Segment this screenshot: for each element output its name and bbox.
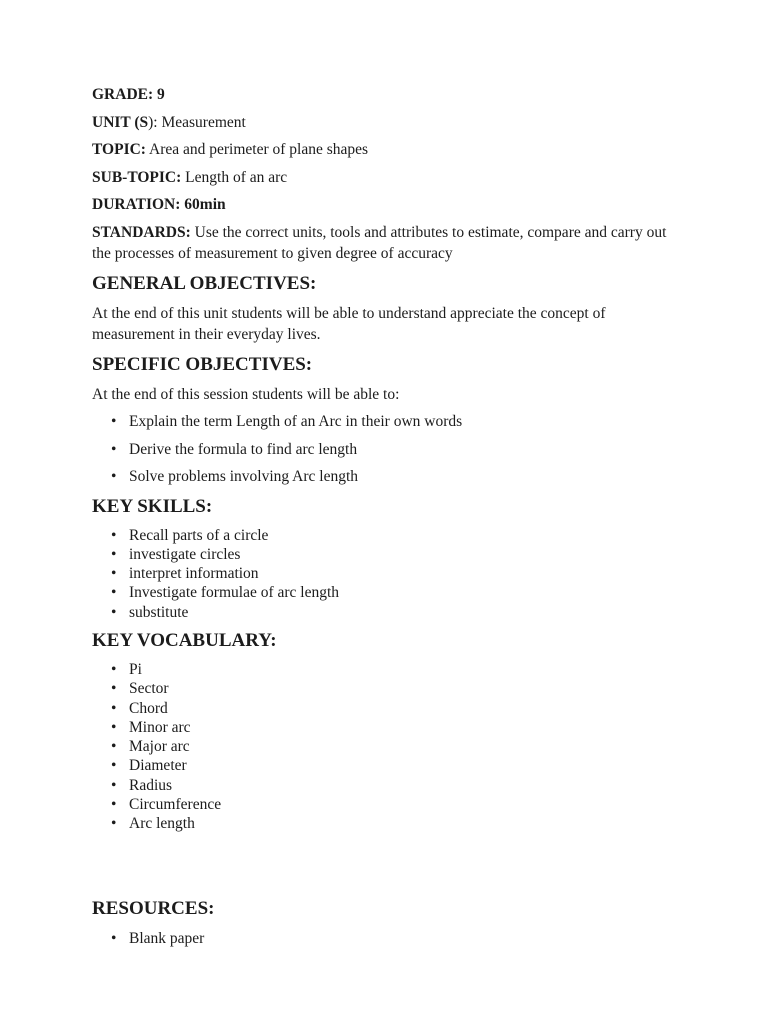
- bullet-icon: •: [111, 413, 117, 430]
- list-item: [92, 928, 670, 950]
- list-item: [92, 699, 670, 718]
- bullet-icon: •: [111, 929, 117, 947]
- list-item: [92, 679, 670, 698]
- section-general-objectives: [92, 271, 670, 346]
- bullet-icon: •: [111, 757, 117, 775]
- field-unit-value: ): Measurement: [148, 113, 246, 131]
- list-item: [92, 466, 670, 488]
- list-item-text: Radius: [129, 776, 173, 794]
- field-duration-label: DURATION: 60min: [92, 196, 226, 213]
- bullet-icon: •: [111, 565, 117, 583]
- field-standards-value: Use the correct units, tools and attributes to estimate, compare and carry out the processes of measurement to given degree of accuracy: [92, 223, 667, 262]
- list-item-text: Major arc: [129, 738, 190, 756]
- resources-list: [92, 928, 670, 950]
- field-standards: [92, 222, 670, 265]
- list-item-text: Derive the formula to find arc length: [129, 440, 358, 458]
- bullet-icon: •: [111, 796, 117, 814]
- list-item-text: Explain the term Length of an Arc in their own words: [129, 413, 463, 430]
- field-topic: [92, 139, 670, 161]
- bullet-icon: •: [111, 603, 117, 621]
- list-item-text: Investigate formulae of arc length: [129, 584, 340, 602]
- list-item-text: Blank paper: [129, 929, 205, 947]
- field-subtopic-label: SUB-TOPIC:: [92, 168, 182, 186]
- list-item-text: interpret information: [129, 565, 259, 583]
- section-heading: KEY VOCABULARY:: [92, 629, 277, 651]
- list-item-text: substitute: [129, 603, 189, 621]
- field-unit: [92, 112, 670, 134]
- bullet-icon: •: [111, 660, 117, 678]
- bullet-icon: •: [111, 545, 117, 563]
- bullet-icon: •: [111, 776, 117, 794]
- list-item: [92, 737, 670, 756]
- list-item-text: Sector: [129, 680, 169, 698]
- field-standards-label: STANDARDS:: [92, 223, 191, 241]
- section-heading: SPECIFIC OBJECTIVES:: [92, 353, 313, 375]
- list-item: [92, 526, 670, 545]
- bullet-icon: •: [111, 440, 117, 458]
- bullet-icon: •: [111, 718, 117, 736]
- list-item-text: Diameter: [129, 757, 187, 775]
- field-unit-label: UNIT (S: [92, 113, 149, 131]
- field-duration: [92, 194, 670, 216]
- section-key-skills: [92, 494, 670, 622]
- list-item: [92, 439, 670, 461]
- section-heading: KEY SKILLS:: [92, 495, 213, 517]
- list-item: [92, 583, 670, 602]
- bullet-icon: •: [111, 680, 117, 698]
- bullet-icon: •: [111, 468, 117, 485]
- specific-objectives-list: [92, 411, 670, 488]
- list-item: [92, 411, 670, 433]
- list-item: [92, 564, 670, 583]
- list-item: [92, 814, 670, 833]
- list-item-text: investigate circles: [129, 545, 241, 563]
- section-key-vocabulary: [92, 628, 670, 834]
- field-subtopic: [92, 167, 670, 189]
- list-item: [92, 776, 670, 795]
- field-subtopic-value: Length of an arc: [181, 168, 288, 186]
- bullet-icon: •: [111, 584, 117, 602]
- bullet-icon: •: [111, 699, 117, 717]
- key-skills-list: [92, 526, 670, 622]
- list-item-text: Arc length: [129, 815, 195, 833]
- list-item: [92, 660, 670, 679]
- list-item-text: Recall parts of a circle: [129, 526, 269, 544]
- section-paragraph: At the end of this unit students will be able to understand appreciate the concept of measurement in their everyday lives.: [92, 304, 606, 343]
- list-item: [92, 756, 670, 775]
- section-specific-objectives: [92, 352, 670, 488]
- list-item: [92, 545, 670, 564]
- section-heading: RESOURCES:: [92, 897, 215, 919]
- bullet-icon: •: [111, 815, 117, 833]
- field-topic-value: Area and perimeter of plane shapes: [145, 141, 369, 158]
- section-paragraph: At the end of this session students will be able to:: [92, 385, 400, 403]
- list-item-text: Pi: [129, 660, 142, 678]
- section-heading: GENERAL OBJECTIVES:: [92, 272, 317, 294]
- list-item: [92, 603, 670, 622]
- field-grade-label: GRADE: 9: [92, 86, 165, 103]
- list-item-text: Chord: [129, 699, 168, 717]
- list-item-text: Solve problems involving Arc length: [129, 468, 359, 485]
- bullet-icon: •: [111, 526, 117, 544]
- list-item-text: Minor arc: [129, 718, 191, 736]
- bullet-icon: •: [111, 738, 117, 756]
- field-topic-label: TOPIC:: [92, 141, 146, 158]
- list-item: [92, 795, 670, 814]
- list-item: [92, 718, 670, 737]
- section-resources: [92, 896, 670, 950]
- key-vocabulary-list: [92, 660, 670, 834]
- field-grade: [92, 84, 670, 106]
- list-item-text: Circumference: [129, 796, 222, 814]
